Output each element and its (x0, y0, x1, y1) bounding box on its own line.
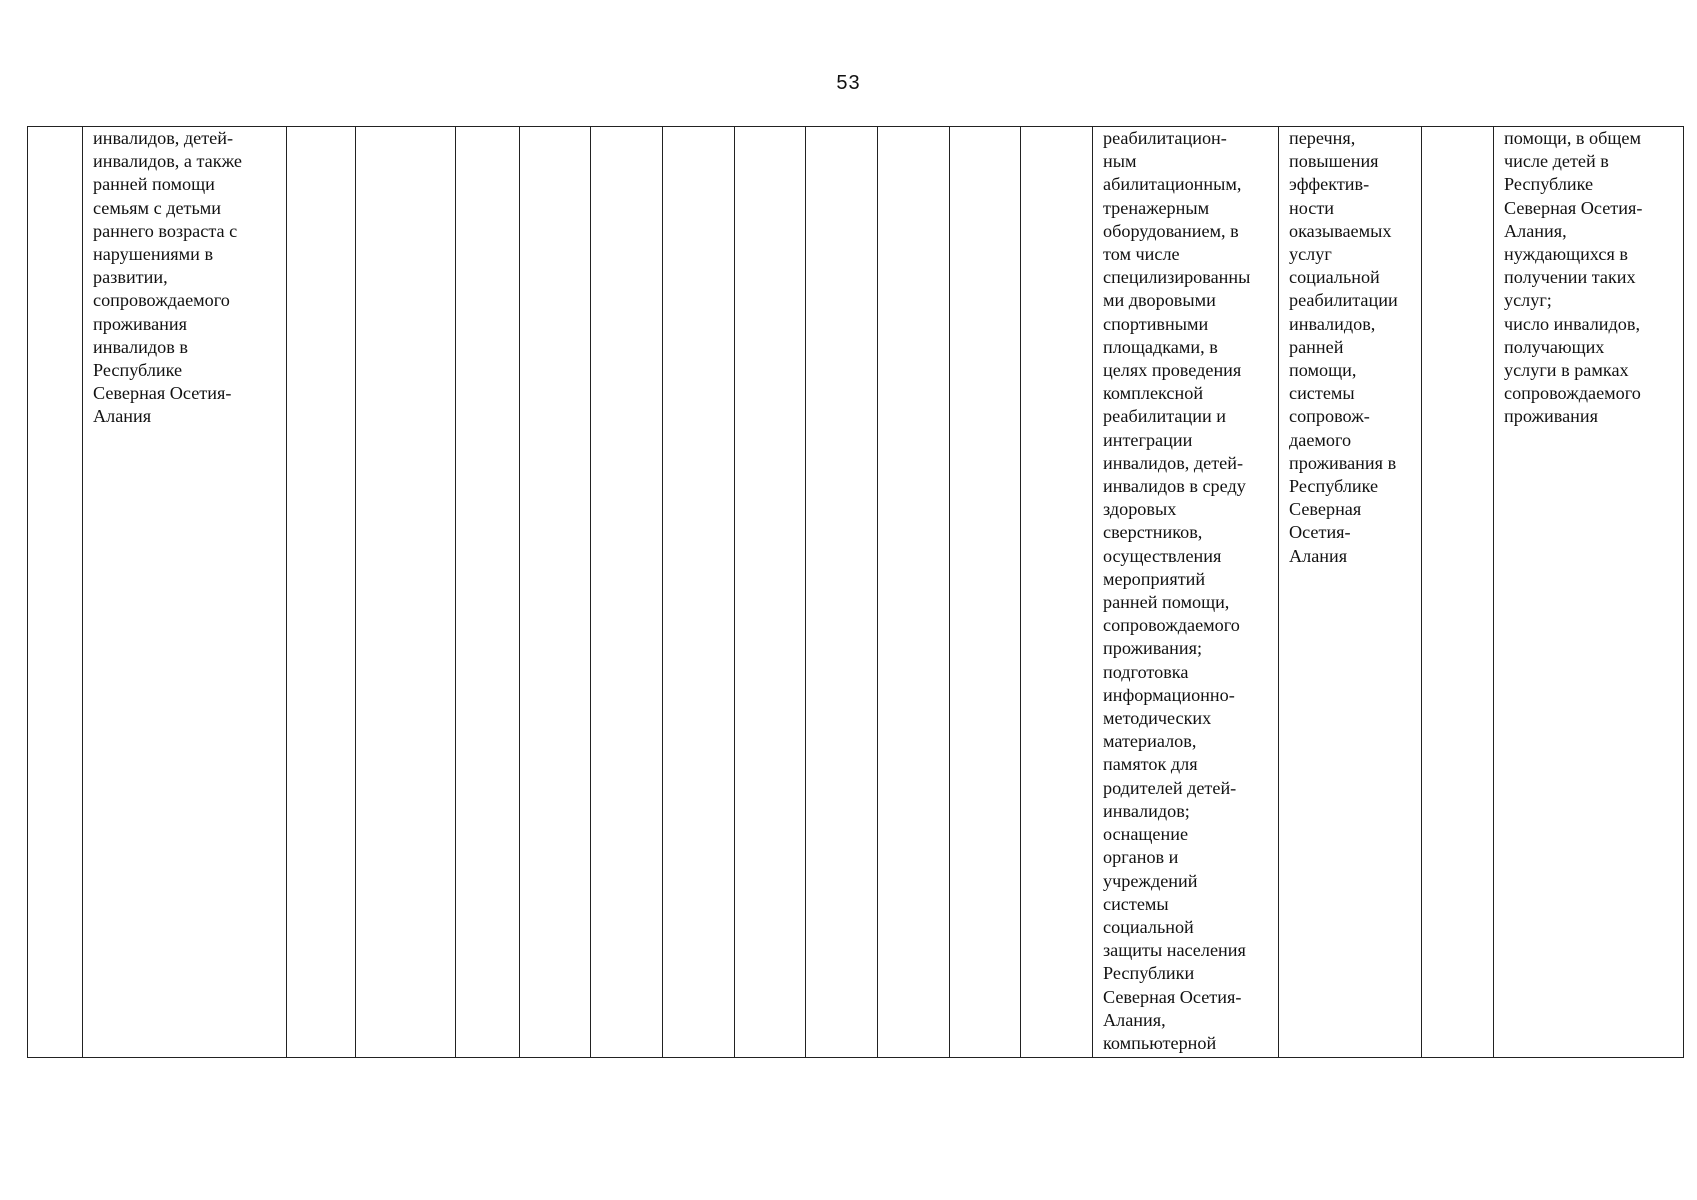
cell-empty-12 (950, 127, 1021, 1058)
cell-empty-11 (878, 127, 950, 1058)
cell-empty-13 (1021, 127, 1093, 1058)
results-text: перечня, повышения эффектив- ности оказываемых услуг социальной реабилитации инвалидов, ранней помощи, системы сопровож- даемого проживания в Республике Северная Осетия- Алания (1289, 128, 1398, 566)
cell-task-name (83, 127, 287, 1058)
cell-empty-8 (663, 127, 735, 1058)
cell-empty-16 (1422, 127, 1494, 1058)
page-number: 53 (836, 72, 861, 94)
cell-activities (1093, 127, 1279, 1058)
cell-empty-7 (591, 127, 663, 1058)
indicators-text: помощи, в общем числе детей в Республике Северная Осетия- Алания, нуждающихся в получении таких услуг; число инвалидов, получающих услуги в рамках сопровождаемого проживания (1504, 128, 1643, 427)
cell-results (1279, 127, 1422, 1058)
cell-empty-6 (520, 127, 591, 1058)
activities-text: реабилитацион- ным абилитационным, тренажерным оборудованием, в том числе специлизированны ми дворовыми спортивными площадками, в целях проведения комплексной реабилитации и интеграции инвалидов, детей- инвалидов в среду здоровых сверстников, осуществления мероприятий ранней помощи, сопровождаемого проживания; подготовка информационно- методических материалов, памяток для родителей детей- инвалидов; оснащение органов и учреждений системы социальной защиты населения Республики Северная Осетия- Алания, компьютерной (1103, 128, 1251, 1053)
cell-empty-5 (456, 127, 520, 1058)
program-table (27, 126, 1684, 1058)
cell-empty-4 (356, 127, 456, 1058)
cell-index (28, 127, 83, 1058)
cell-empty-3 (287, 127, 356, 1058)
cell-indicators (1494, 127, 1684, 1058)
cell-empty-10 (806, 127, 878, 1058)
table-row (28, 127, 1684, 1058)
task-name-text: инвалидов, детей- инвалидов, а также ранней помощи семьям с детьми раннего возраста с нарушениями в развитии, сопровождаемого проживания инвалидов в Республике Северная Осетия- Алания (93, 128, 242, 427)
cell-empty-9 (735, 127, 806, 1058)
